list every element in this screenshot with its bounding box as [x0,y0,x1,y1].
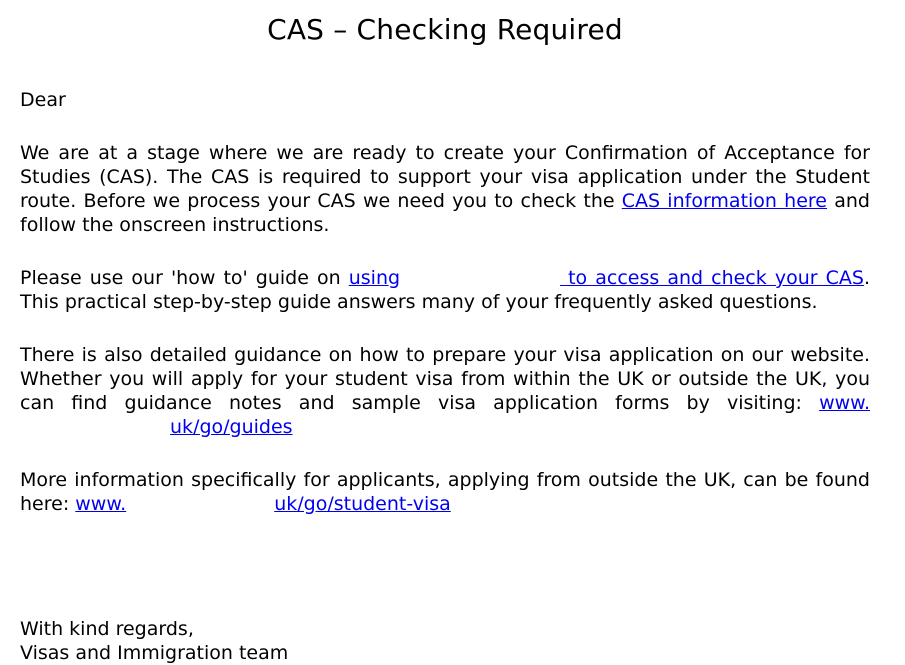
how-to-guide-link-end: to access and check your CAS [560,267,864,289]
student-visa-link-end[interactable]: uk/go/student-visa [274,493,451,515]
paragraph-visa-guidance-text: There is also detailed guidance on how to prepare your visa application on our website. Whether you will apply for your student visa from within the UK or outside the UK, you can find guidance notes and sample visa application forms by visiting: [20,344,870,414]
signoff-team: Visas and Immigration team [20,642,289,664]
paragraph-cas-intro [20,141,870,237]
guides-link[interactable] [819,392,870,414]
guides-link-start: www. [819,392,870,414]
paragraph-outside-uk-text: More information specifically for applicants, applying from outside the UK, can be found here: [20,469,870,515]
email-body [20,0,870,516]
paragraph-how-to-guide-text: Please use our 'how to' guide on [20,267,349,289]
guides-link-end[interactable]: uk/go/guides [170,416,293,438]
student-visa-link-start: www. [75,493,127,515]
paragraph-visa-guidance [20,343,870,439]
how-to-guide-link-start: using [348,267,401,289]
paragraph-how-to-guide-tail: . This practical step-by-step guide answers many of your frequently asked questions. [20,267,870,313]
paragraph-cas-intro-tail: and follow the onscreen instructions. [20,190,870,236]
paragraph-how-to-guide [20,266,870,314]
salutation: Dear [20,89,66,111]
page-title: CAS – Checking Required [267,13,623,46]
signoff-regards: With kind regards, [20,618,194,640]
paragraph-cas-intro-text: We are at a stage where we are ready to create your Confirmation of Acceptance for Studies (CAS). The CAS is required to support your visa application under the Student route. Before we process your CAS we need you to check the [20,142,870,212]
signoff [20,617,288,665]
paragraph-outside-uk [20,468,870,516]
how-to-guide-link[interactable] [349,267,864,289]
student-visa-link[interactable] [75,493,126,515]
cas-information-link[interactable]: CAS information here [621,190,827,212]
